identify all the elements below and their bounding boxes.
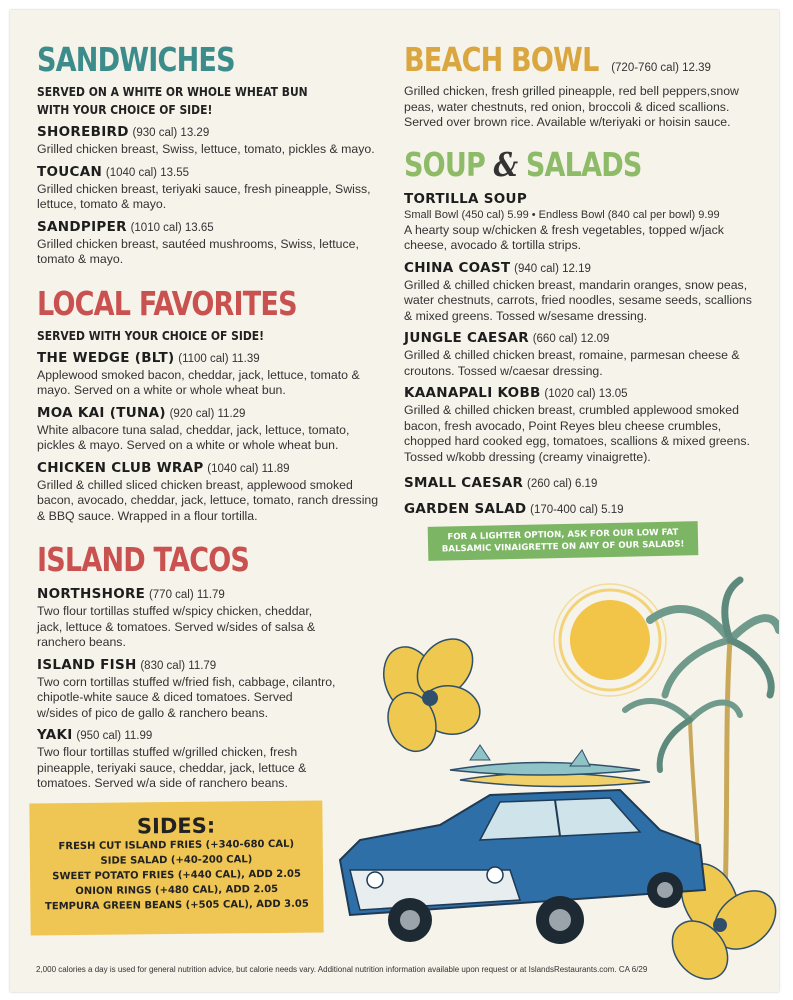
item-description: Grilled & chilled chicken breast, mandarin oranges, snow peas, water chestnuts, carrots, fried noodles, sesame seeds, scallions & mixed greens. Tossed w/sesame dressing. (404, 277, 752, 323)
menu-item-chicken-club-wrap (37, 459, 387, 525)
item-name: YAKI (37, 727, 73, 743)
item-name: MOA KAI (TUNA) (37, 404, 166, 421)
sides-title: SIDES: (136, 813, 216, 839)
beach-bowl-cal-price: (720-760 cal) 12.39 (611, 62, 711, 74)
beach-bowl-description: Grilled chicken, fresh grilled pineapple, red bell peppers,snow peas, water chestnuts, red onion, broccoli & diced scallions. Served over brown rice. Available w/teriyaki or hoisin sauce. (404, 84, 739, 129)
local-favorites-subtitle: SERVED WITH YOUR CHOICE OF SIDE! (37, 327, 265, 343)
item-description: Two flour tortillas stuffed w/grilled chicken, fresh pineapple, teriyaki sauce, cheddar, jack, lettuce & tomatoes. Served w/a side of ranchero beans. (37, 745, 307, 790)
side-item: TEMPURA GREEN BEANS (+505 CAL), ADD 3.05 (44, 898, 309, 913)
item-cal-price: (170-400 cal) 5.19 (530, 504, 624, 516)
item-cal-price: (930 cal) 13.29 (132, 127, 210, 139)
item-name: CHINA COAST (404, 259, 511, 276)
menu-page (10, 10, 779, 992)
item-description: Two flour tortillas stuffed w/spicy chicken, cheddar, jack, lettuce & tomatoes. Served w/sides of salsa & ranchero beans. (37, 604, 316, 649)
beach-car-illustration (320, 570, 779, 992)
item-name: SMALL CAESAR (404, 475, 524, 491)
island-tacos-title: ISLAND TACOS (37, 540, 250, 579)
item-cal-price: (260 cal) 6.19 (527, 478, 598, 490)
hibiscus-icon (375, 628, 484, 758)
item-description: Two corn tortillas stuffed w/fried fish, cabbage, cilantro, chipotle-white sauce & diced tomatoes. Served w/sides of pico de gallo & ranchero beans. (37, 674, 336, 720)
item-description: Grilled & chilled chicken breast, crumbled applewood smoked bacon, fresh avocado, Point Reyes bleu cheese crumbles, chopped hard cooked egg, tomatoes, scallions & mixed greens. Tossed w/kobb dressing (creamy vinaigrette). (404, 403, 750, 464)
side-item: SIDE SALAD (+40-200 CAL) (100, 854, 253, 867)
item-description: Applewood smoked bacon, cheddar, jack, lettuce, tomato & mayo. Served on a white or whole wheat bun. (37, 367, 360, 397)
side-item: FRESH CUT ISLAND FRIES (+340-680 CAL) (58, 838, 295, 853)
nutrition-footer: 2,000 calories a day is used for general nutrition advice, but calorie needs vary. Additional nutrition information available upon request or at IslandsRestaurants.com. CA 6/29 (36, 965, 648, 974)
ampersand: & (493, 144, 518, 184)
beach-bowl-section (404, 40, 759, 131)
item-cal-price: (920 cal) 11.29 (169, 407, 246, 420)
side-item: ONION RINGS (+480 CAL), ADD 2.05 (75, 883, 279, 898)
item-cal-price: (660 cal) 12.09 (532, 333, 610, 345)
right-column (404, 40, 759, 519)
item-description: Grilled & chilled chicken breast, romaine, parmesan cheese & croutons. Tossed w/caesar dressing. (404, 348, 740, 378)
menu-item-moa-kai (37, 404, 387, 454)
side-item: SWEET POTATO FRIES (+440 CAL), ADD 2.05 (52, 868, 301, 883)
menu-item-china-coast (404, 259, 759, 325)
item-name: ISLAND FISH (37, 656, 137, 673)
item-name: SANDPIPER (37, 218, 127, 235)
item-name: THE WEDGE (BLT) (37, 349, 175, 366)
menu-item-small-caesar (404, 474, 759, 493)
item-name: SHOREBIRD (37, 124, 129, 140)
soup-salads-section (404, 145, 759, 520)
item-description: A hearty soup w/chicken & fresh vegetables, topped w/jack cheese, avocado & tortilla strips. (404, 222, 724, 252)
sandwiches-subtitle-2: WITH YOUR CHOICE OF SIDE! (37, 102, 213, 117)
beach-bowl-title: BEACH BOWL (404, 40, 599, 79)
item-cal-price: (1040 cal) 11.89 (207, 462, 290, 475)
menu-item-sandpiper (37, 218, 387, 268)
item-name: JUNGLE CAESAR (404, 330, 529, 346)
menu-item-the-wedge (37, 349, 387, 399)
local-favorites-section (37, 284, 387, 525)
item-bowl-prices: Small Bowl (450 cal) 5.99 • Endless Bowl (840 cal per bowl) 9.99 (404, 208, 720, 221)
surfboard-icon (450, 745, 650, 787)
item-description: Grilled chicken breast, teriyaki sauce, fresh pineapple, Swiss, lettuce, tomato & mayo. (37, 181, 371, 211)
menu-item-shorebird (37, 123, 387, 158)
local-favorites-title: LOCAL FAVORITES (37, 283, 297, 323)
item-cal-price: (1010 cal) 13.65 (130, 221, 214, 234)
item-name: CHICKEN CLUB WRAP (37, 459, 204, 476)
sandwiches-title: SANDWICHES (37, 40, 235, 79)
item-cal-price: (1020 cal) 13.05 (544, 388, 628, 400)
item-cal-price: (940 cal) 12.19 (514, 262, 591, 275)
item-cal-price: (770 cal) 11.79 (148, 589, 225, 601)
salads-title-word: SALADS (525, 144, 642, 184)
item-description: Grilled chicken breast, Swiss, lettuce, tomato, pickles & mayo. (37, 142, 375, 156)
item-name: NORTHSHORE (37, 586, 146, 602)
sandwiches-subtitle-1: SERVED ON A WHITE OR WHOLE WHEAT BUN (37, 84, 308, 99)
menu-item-tortilla-soup (404, 190, 759, 254)
menu-item-garden-salad (404, 500, 759, 519)
promo-line-1: FOR A LIGHTER OPTION, ASK FOR OUR LOW FAT (447, 527, 679, 543)
item-name: TORTILLA SOUP (404, 190, 528, 207)
item-description: White albacore tuna salad, cheddar, jack, lettuce, tomato, pickles & mayo. Served on a white or whole wheat bun. (37, 422, 350, 452)
car-icon (340, 790, 705, 944)
promo-line-2: BALSAMIC VINAIGRETTE ON ANY OF OUR SALADS! (441, 539, 685, 555)
lighter-option-banner (428, 521, 699, 561)
item-cal-price: (950 cal) 11.99 (76, 730, 153, 742)
item-name: KAANAPALI KOBB (404, 385, 541, 401)
soup-title-word: SOUP (404, 144, 486, 184)
item-name: TOUCAN (37, 163, 103, 180)
item-name: GARDEN SALAD (404, 501, 527, 517)
sides-panel (29, 800, 323, 935)
sandwiches-section (37, 40, 387, 268)
item-description: Grilled chicken breast, sautéed mushrooms, Swiss, lettuce, tomato & mayo. (37, 236, 359, 266)
item-cal-price: (830 cal) 11.79 (140, 659, 217, 672)
soup-salads-title (404, 145, 695, 185)
item-description: Grilled & chilled sliced chicken breast, applewood smoked bacon, avocado, cheddar, jack, lettuce, tomato, ranch dressing & BBQ sauce. Wrapped in a flour tortilla. (37, 477, 379, 523)
menu-item-jungle-caesar (404, 329, 759, 379)
item-cal-price: (1100 cal) 11.39 (178, 352, 260, 365)
menu-item-kaanapali-kobb (404, 384, 759, 465)
menu-item-toucan (37, 163, 387, 213)
sun-icon (554, 584, 666, 696)
item-cal-price: (1040 cal) 13.55 (105, 166, 189, 179)
